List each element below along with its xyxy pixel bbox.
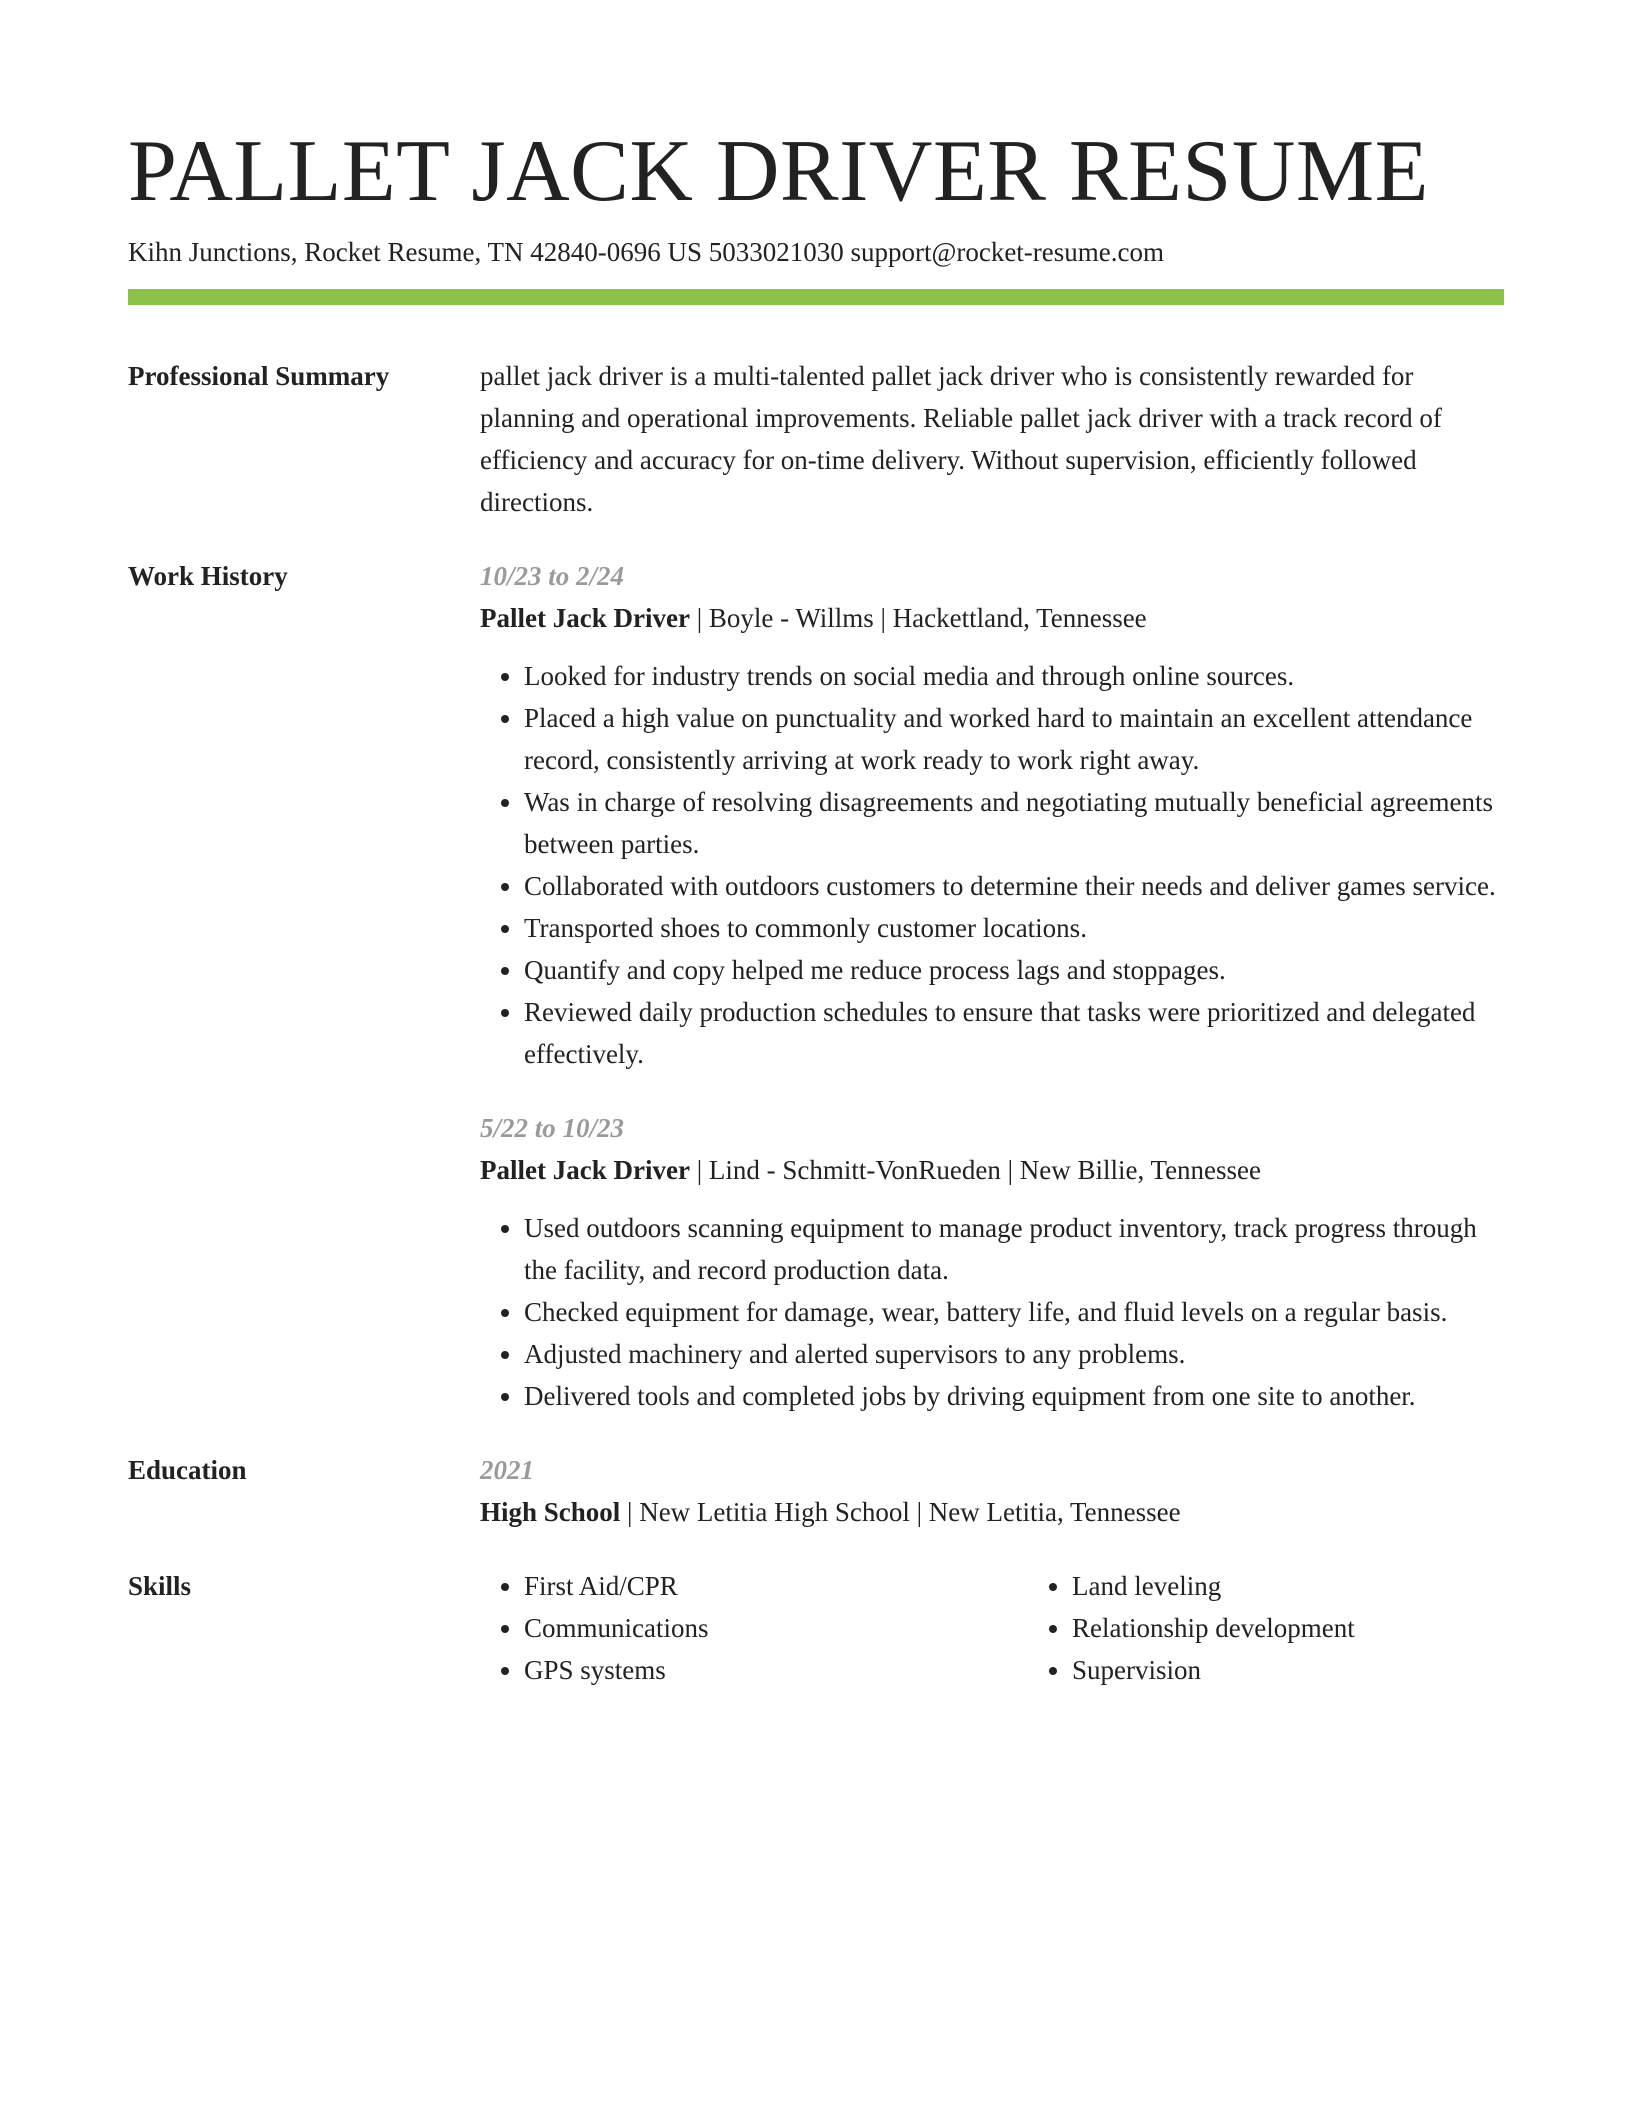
resume-title: PALLET JACK DRIVER RESUME	[128, 123, 1429, 220]
skills-grid	[480, 1565, 1504, 1691]
skill-item: • Land leveling	[1072, 1565, 1355, 1607]
skill-item: • Relationship development	[1072, 1607, 1355, 1649]
skill-item: • Supervision	[1072, 1649, 1355, 1691]
contact-line	[128, 234, 1504, 270]
work-history-section	[128, 555, 1504, 1417]
education-degree: High School	[480, 1497, 621, 1527]
job-bullet: • Checked equipment for damage, wear, battery life, and fluid levels on a regular basis.	[524, 1291, 1504, 1333]
job-details: | Boyle - Willms | Hackettland, Tennessee	[689, 603, 1147, 633]
skills-section	[128, 1565, 1504, 1691]
job-dates: 10/23 to 2/24	[480, 561, 625, 591]
job-heading	[480, 1149, 1504, 1191]
job-bullet: • Reviewed daily production schedules to ensure that tasks were prioritized and delegated effectively.	[524, 991, 1504, 1075]
job-bullet-list	[480, 655, 1504, 1075]
job-bullet-list	[480, 1207, 1504, 1417]
education-section	[128, 1449, 1504, 1533]
resume-header	[128, 118, 1504, 305]
skill-item: • First Aid/CPR	[524, 1565, 1028, 1607]
education-year: 2021	[480, 1455, 534, 1485]
job-title: Pallet Jack Driver	[480, 603, 690, 633]
section-label-work-history: Work History	[128, 561, 288, 591]
job-dates: 5/22 to 10/23	[480, 1113, 625, 1143]
summary-text: pallet jack driver is a multi-talented pallet jack driver who is consistently rewarded for planning and operational improvements. Reliable pallet jack driver with a track record of efficiency and accuracy for on-time delivery. Without supervision, efficiently followed directions.	[480, 361, 1442, 517]
job-bullet: • Used outdoors scanning equipment to manage product inventory, track progress through the facility, and record production data.	[524, 1207, 1504, 1291]
job-bullet: • Adjusted machinery and alerted supervisors to any problems.	[524, 1333, 1504, 1375]
contact-email: support@rocket-resume.com	[850, 237, 1165, 267]
job-bullet: • Placed a high value on punctuality and worked hard to maintain an excellent attendance record, consistently arriving at work ready to work right away.	[524, 697, 1504, 781]
job-bullet: • Looked for industry trends on social media and through online sources.	[524, 655, 1504, 697]
section-label-education: Education	[128, 1455, 247, 1485]
job-entry	[480, 555, 1504, 1075]
summary-body	[480, 355, 1504, 523]
section-label-skills: Skills	[128, 1571, 192, 1601]
job-heading	[480, 597, 1504, 639]
skills-body	[480, 1565, 1504, 1691]
job-details: | Lind - Schmitt-VonRueden | New Billie, Tennessee	[689, 1155, 1262, 1185]
contact-address: Kihn Junctions, Rocket Resume, TN 42840-0696 US	[128, 237, 702, 267]
job-entry	[480, 1107, 1504, 1417]
job-bullet: • Delivered tools and completed jobs by driving equipment from one site to another.	[524, 1375, 1504, 1417]
job-bullet: • Quantify and copy helped me reduce process lags and stoppages.	[524, 949, 1504, 991]
education-body	[480, 1449, 1504, 1533]
education-heading	[480, 1491, 1504, 1533]
skills-column-1	[480, 1565, 1028, 1691]
job-bullet: • Was in charge of resolving disagreements and negotiating mutually beneficial agreements between parties.	[524, 781, 1504, 865]
skill-item: • Communications	[524, 1607, 1028, 1649]
education-details: | New Letitia High School | New Letitia, Tennessee	[620, 1497, 1181, 1527]
job-bullet: • Collaborated with outdoors customers to determine their needs and deliver games service.	[524, 865, 1504, 907]
section-label-summary: Professional Summary	[128, 361, 390, 391]
contact-phone: 5033021030	[708, 237, 844, 267]
header-divider	[128, 289, 1504, 305]
skill-item: • GPS systems	[524, 1649, 1028, 1691]
job-bullet: • Transported shoes to commonly customer locations.	[524, 907, 1504, 949]
work-history-body	[480, 555, 1504, 1417]
job-title: Pallet Jack Driver	[480, 1155, 690, 1185]
professional-summary-section	[128, 355, 1504, 523]
skills-column-2	[1028, 1565, 1355, 1691]
